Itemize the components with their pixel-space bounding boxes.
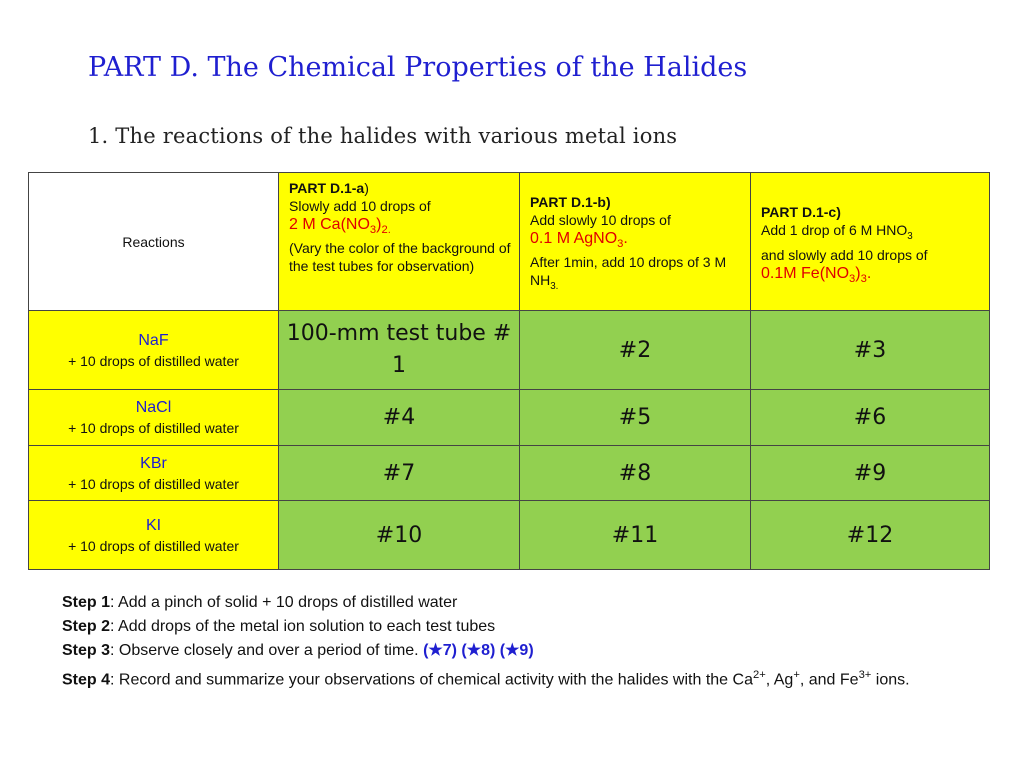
step-text-b: , Ag <box>765 671 794 689</box>
step-label: Step 2 <box>62 618 111 635</box>
header-row <box>29 173 990 311</box>
tube-cell-7: #7 <box>279 446 520 501</box>
water-note: + 10 drops of distilled water <box>68 420 239 436</box>
col-a-reagent-text: 2 M Ca(NO <box>289 216 370 233</box>
col-a-reagent-sub: 3 <box>369 224 377 237</box>
col-b-line1: Add slowly 10 drops of <box>530 212 671 228</box>
tube-cell-6: #6 <box>751 390 990 446</box>
water-note: + 10 drops of distilled water <box>68 537 239 554</box>
salt-name: NaF <box>138 331 169 349</box>
tube-cell-8: #8 <box>520 446 751 501</box>
tube-cell-4: #4 <box>279 390 520 446</box>
col-a-reagent <box>289 216 391 237</box>
step-text-c: , and Fe <box>799 671 859 689</box>
step-text: : Add drops of the metal ion solution to each test tubes <box>110 618 496 635</box>
salt-name: KBr <box>140 454 167 472</box>
tube-cell-3: #3 <box>751 311 990 390</box>
table-row <box>29 501 990 570</box>
row-label-nacl <box>29 390 279 446</box>
corner-cell: Reactions <box>29 173 279 311</box>
step-1 <box>62 591 992 615</box>
col-a-reagent-sub2: 2. <box>381 224 391 237</box>
col-b-head: PART D.1-b) <box>530 194 611 210</box>
tube-cell-10: #10 <box>279 501 520 570</box>
col-c-line1: Add 1 drop of 6 M HNO <box>761 222 908 238</box>
water-note: + 10 drops of distilled water <box>68 475 239 492</box>
col-b-reagent-tail: . <box>623 230 628 247</box>
table-row <box>29 311 990 390</box>
procedure-steps <box>62 591 992 692</box>
col-c-reagent-sub: 3 <box>849 272 856 285</box>
step-text: : Add a pinch of solid + 10 drops of distilled water <box>110 594 458 611</box>
table-row <box>29 446 990 501</box>
ca-charge: 2+ <box>752 669 766 681</box>
tube-cell-1: 100-mm test tube # 1 <box>279 311 520 390</box>
row-label-kbr <box>29 446 279 501</box>
step-label: Step 4 <box>62 671 111 689</box>
step-text-d: ions. <box>871 671 910 689</box>
col-a-head-tail: ) <box>364 180 369 196</box>
step-text-a: : Record and summarize your observations of chemical activity with the halides with the Ca <box>110 671 753 689</box>
tube-cell-2: #2 <box>520 311 751 390</box>
col-c-reagent-sub2: 3 <box>860 272 867 285</box>
header-part-d1b <box>520 173 751 311</box>
step-2 <box>62 615 992 639</box>
col-c-line2: and slowly add 10 drops of <box>761 246 928 263</box>
salt-name: NaCl <box>135 399 172 416</box>
col-c-reagent <box>761 264 872 285</box>
page-title: PART D. The Chemical Properties of the Halides <box>88 52 748 83</box>
col-c-line1-sub: 3 <box>907 230 913 242</box>
col-b-reagent-sub: 3 <box>617 238 624 251</box>
table-row <box>29 390 990 446</box>
ag-charge: + <box>793 669 800 681</box>
step-label: Step 3 <box>62 642 111 659</box>
tube-cell-5: #5 <box>520 390 751 446</box>
star-markers: (★7) (★8) (★9) <box>423 642 534 659</box>
header-part-d1c <box>751 173 990 311</box>
col-b-line2: After 1min, add 10 drops of 3 M NH <box>530 254 727 289</box>
tube-cell-9: #9 <box>751 446 990 501</box>
col-c-reagent-end: . <box>866 264 872 282</box>
tube-cell-11: #11 <box>520 501 751 570</box>
section-subtitle: 1. The reactions of the halides with various metal ions <box>88 124 678 148</box>
col-b-line2-sub: 3. <box>550 280 559 292</box>
header-part-d1a <box>279 173 520 311</box>
col-c-head: PART D.1-c) <box>761 204 841 220</box>
col-c-reagent-text: 0.1M Fe(NO <box>761 264 850 282</box>
row-label-naf <box>29 311 279 390</box>
col-b-reagent-text: 0.1 M AgNO <box>530 230 618 247</box>
step-3 <box>62 639 992 663</box>
col-b-reagent <box>530 230 628 251</box>
step-label: Step 1 <box>62 594 111 611</box>
tube-cell-12: #12 <box>751 501 990 570</box>
col-a-note: (Vary the color of the background of the test tubes for observation) <box>289 240 511 275</box>
step-4 <box>62 663 992 692</box>
water-note: + 10 drops of distilled water <box>68 352 239 369</box>
reaction-table <box>28 172 990 570</box>
salt-name: KI <box>145 516 162 534</box>
col-a-head: PART D.1-a <box>289 180 365 196</box>
col-c-reagent-tail: ) <box>855 264 861 282</box>
col-a-line1: Slowly add 10 drops of <box>289 198 431 214</box>
step-text: : Observe closely and over a period of time. <box>110 642 424 659</box>
row-label-ki <box>29 501 279 570</box>
fe-charge: 3+ <box>858 669 872 681</box>
col-a-reagent-tail: ) <box>376 216 382 233</box>
